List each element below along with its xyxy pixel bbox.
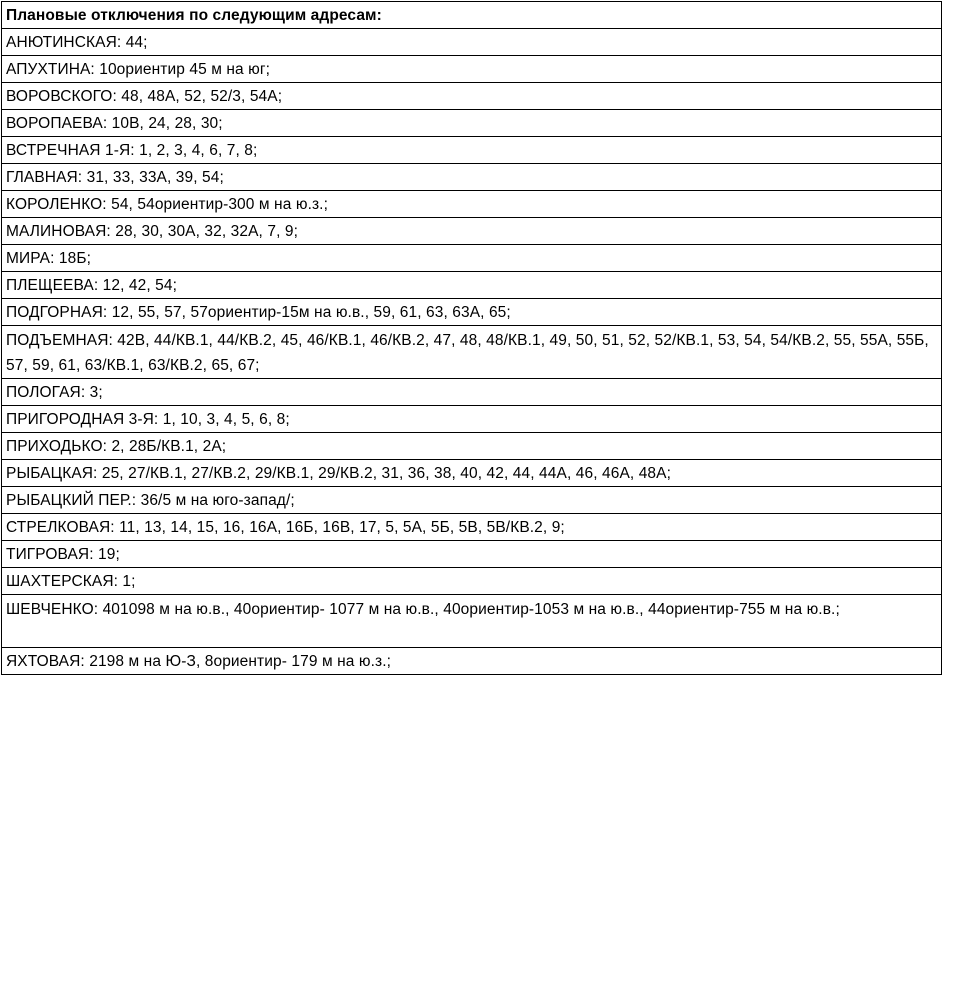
address-cell: ВОРОПАЕВА: 10В, 24, 28, 30;: [2, 110, 942, 137]
address-cell: ПРИХОДЬКО: 2, 28Б/КВ.1, 2А;: [2, 433, 942, 460]
address-cell: ГЛАВНАЯ: 31, 33, 33А, 39, 54;: [2, 164, 942, 191]
table-row: [2, 191, 942, 218]
table-row: [2, 433, 942, 460]
table-row: [2, 56, 942, 83]
address-cell: ВОРОВСКОГО: 48, 48А, 52, 52/3, 54А;: [2, 83, 942, 110]
table-row: [2, 595, 942, 648]
table-row: [2, 326, 942, 379]
table-row: [2, 568, 942, 595]
address-cell: ПЛЕЩЕЕВА: 12, 42, 54;: [2, 272, 942, 299]
table-row: [2, 29, 942, 56]
address-cell: РЫБАЦКИЙ ПЕР.: 36/5 м на юго-запад/;: [2, 487, 942, 514]
address-cell: ШАХТЕРСКАЯ: 1;: [2, 568, 942, 595]
address-cell: АНЮТИНСКАЯ: 44;: [2, 29, 942, 56]
table-row: [2, 460, 942, 487]
table-row: [2, 541, 942, 568]
address-cell: ЯХТОВАЯ: 2198 м на Ю-З, 8ориентир- 179 м на ю.з.;: [2, 648, 942, 675]
address-cell: ТИГРОВАЯ: 19;: [2, 541, 942, 568]
outage-address-table: [1, 1, 942, 675]
table-row: [2, 137, 942, 164]
table-row: [2, 245, 942, 272]
address-cell: КОРОЛЕНКО: 54, 54ориентир-300 м на ю.з.;: [2, 191, 942, 218]
address-cell: ПОЛОГАЯ: 3;: [2, 379, 942, 406]
table-row: [2, 83, 942, 110]
table-row: [2, 406, 942, 433]
table-row: [2, 299, 942, 326]
address-cell: МИРА: 18Б;: [2, 245, 942, 272]
address-cell: МАЛИНОВАЯ: 28, 30, 30А, 32, 32А, 7, 9;: [2, 218, 942, 245]
address-cell: ПОДЪЕМНАЯ: 42В, 44/КВ.1, 44/КВ.2, 45, 46/КВ.1, 46/КВ.2, 47, 48, 48/КВ.1, 49, 50, 51, 52, 52/КВ.1, 53, 54, 54/КВ.2, 55, 55А, 55Б, 57, 59, 61, 63/КВ.1, 63/КВ.2, 65, 67;: [2, 326, 942, 379]
table-row: [2, 514, 942, 541]
address-cell: ПОДГОРНАЯ: 12, 55, 57, 57ориентир-15м на ю.в., 59, 61, 63, 63А, 65;: [2, 299, 942, 326]
table-row: [2, 110, 942, 137]
table-row: [2, 648, 942, 675]
table-row: [2, 487, 942, 514]
table-row: [2, 164, 942, 191]
address-cell: СТРЕЛКОВАЯ: 11, 13, 14, 15, 16, 16А, 16Б, 16В, 17, 5, 5А, 5Б, 5В, 5В/КВ.2, 9;: [2, 514, 942, 541]
table-row: [2, 272, 942, 299]
address-cell: ШЕВЧЕНКО: 401098 м на ю.в., 40ориентир- 1077 м на ю.в., 40ориентир-1053 м на ю.в., 44ориентир-755 м на ю.в.;: [2, 595, 942, 648]
address-cell: АПУХТИНА: 10ориентир 45 м на юг;: [2, 56, 942, 83]
address-cell: ВСТРЕЧНАЯ 1-Я: 1, 2, 3, 4, 6, 7, 8;: [2, 137, 942, 164]
table-header-row: [2, 2, 942, 29]
table-row: [2, 379, 942, 406]
table-row: [2, 218, 942, 245]
table-title: Плановые отключения по следующим адресам:: [2, 2, 942, 29]
address-cell: РЫБАЦКАЯ: 25, 27/КВ.1, 27/КВ.2, 29/КВ.1, 29/КВ.2, 31, 36, 38, 40, 42, 44, 44А, 46, 46А, 48А;: [2, 460, 942, 487]
address-cell: ПРИГОРОДНАЯ 3-Я: 1, 10, 3, 4, 5, 6, 8;: [2, 406, 942, 433]
